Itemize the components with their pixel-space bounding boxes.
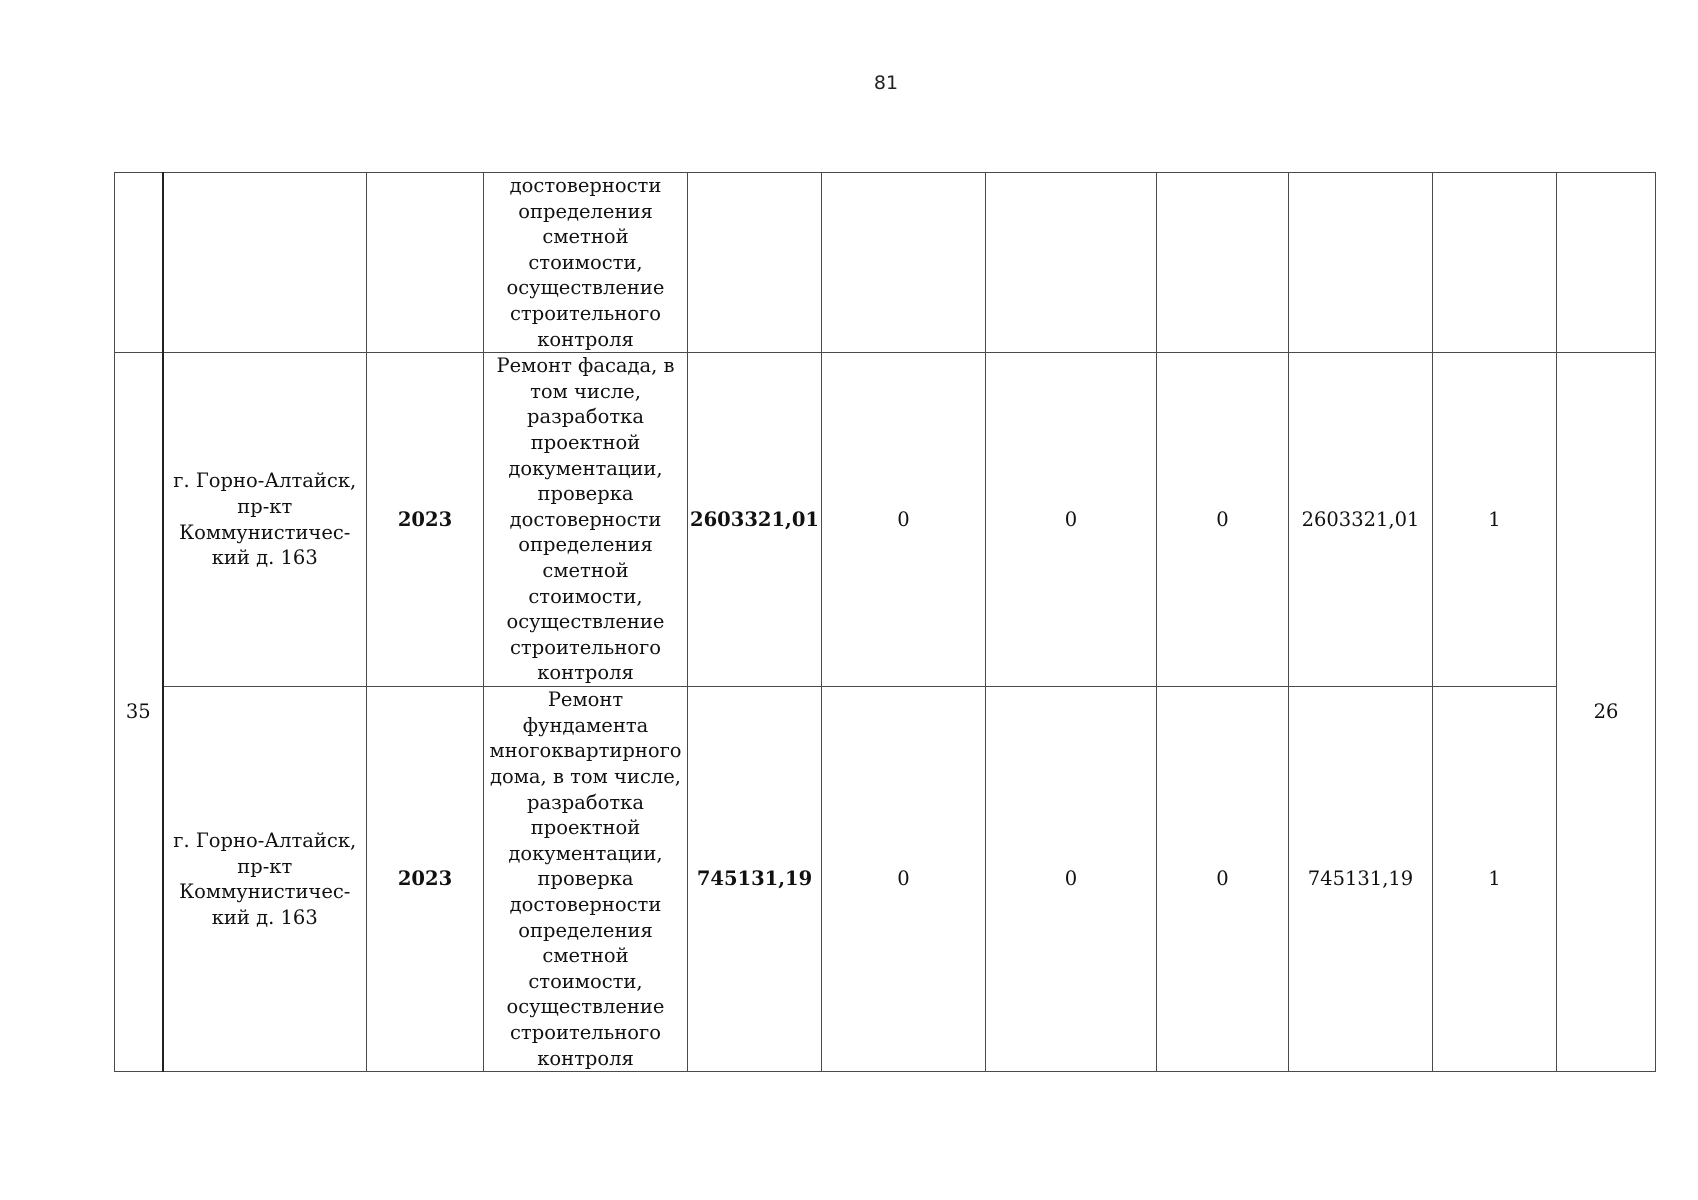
value-cell-b <box>986 173 1157 353</box>
address-cell: г. Горно-Алтайск, пр-кт Коммунистичес-кий д. 163 <box>163 353 367 687</box>
address-cell: г. Горно-Алтайск, пр-кт Коммунистичес-кий д. 163 <box>163 687 367 1072</box>
value-cell-c: 0 <box>1157 687 1289 1072</box>
year-cell: 2023 <box>367 353 484 687</box>
value-cell-b: 0 <box>986 687 1157 1072</box>
row-number-cell: 35 <box>115 353 163 1072</box>
page-number: 81 <box>873 72 899 94</box>
value-cell-c: 0 <box>1157 353 1289 687</box>
value-cell-b: 0 <box>986 353 1157 687</box>
work-description-cell: достоверности определения сметной стоимости, осуществление строительного контроля <box>484 173 688 353</box>
last-column-cell: 26 <box>1557 353 1656 1072</box>
year-cell <box>367 173 484 353</box>
value-cell-a <box>822 173 986 353</box>
continuation-row <box>115 173 1656 353</box>
table-row <box>115 687 1656 1072</box>
last-column-cell <box>1557 173 1656 353</box>
number-cell <box>115 173 163 353</box>
total-cost-cell: 745131,19 <box>688 687 822 1072</box>
value-cell-d: 745131,19 <box>1289 687 1433 1072</box>
value-cell-c <box>1157 173 1289 353</box>
capital-repair-table <box>114 172 1656 1072</box>
value-cell-e: 1 <box>1433 353 1557 687</box>
value-cell-d: 2603321,01 <box>1289 353 1433 687</box>
value-cell-e <box>1433 173 1557 353</box>
work-description-cell: Ремонт фасада, в том числе, разработка проектной документации, проверка достоверности определения сметной стоимости, осуществление строительного контроля <box>484 353 688 687</box>
address-cell <box>163 173 367 353</box>
value-cell-a: 0 <box>822 687 986 1072</box>
work-description-cell: Ремонт фундамента многоквартирного дома, в том числе, разработка проектной документации, проверка достоверности определения сметной стоимости, осуществление строительного контроля <box>484 687 688 1072</box>
value-cell-d <box>1289 173 1433 353</box>
total-cost-cell <box>688 173 822 353</box>
table-row <box>115 353 1656 687</box>
total-cost-cell: 2603321,01 <box>688 353 822 687</box>
value-cell-a: 0 <box>822 353 986 687</box>
year-cell: 2023 <box>367 687 484 1072</box>
value-cell-e: 1 <box>1433 687 1557 1072</box>
